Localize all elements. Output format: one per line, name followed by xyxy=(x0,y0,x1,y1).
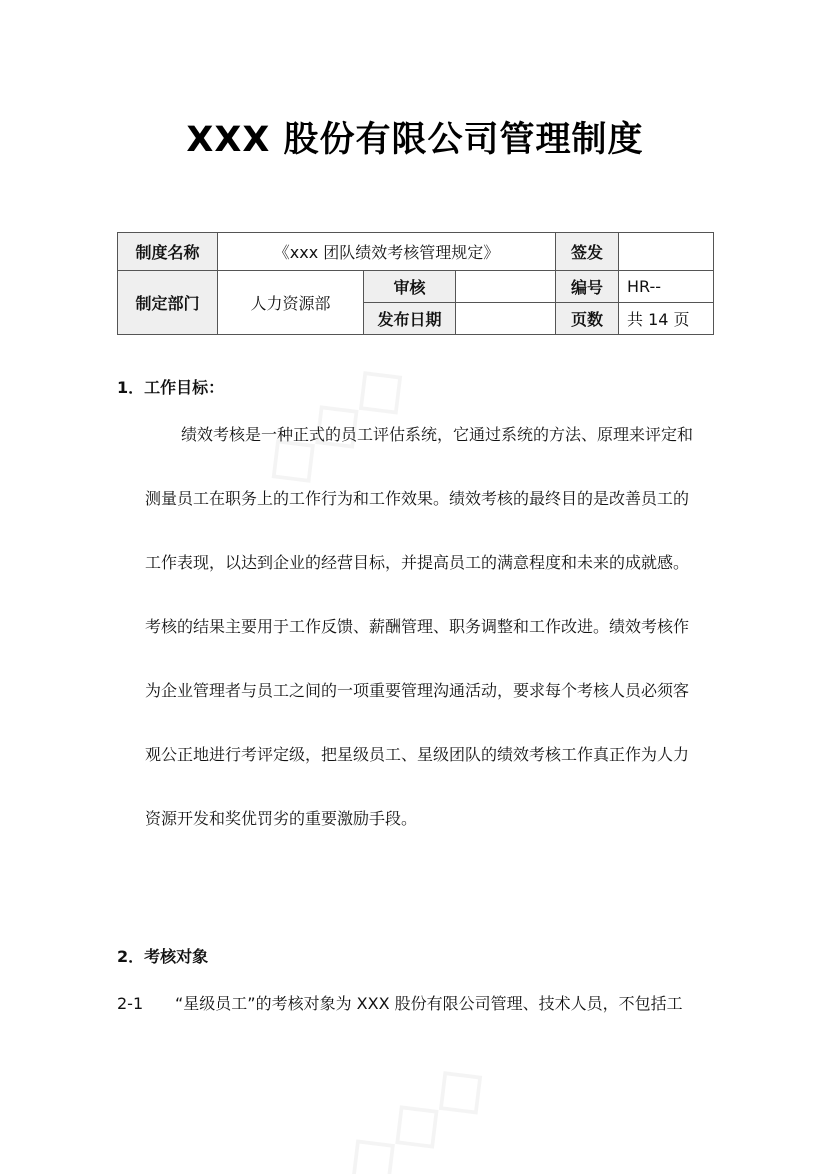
list-item xyxy=(117,991,727,1014)
section-1-heading: 1．工作目标： xyxy=(117,378,225,397)
number-value: HR-- xyxy=(619,271,714,303)
label-review: 审核 xyxy=(364,271,456,303)
item-text: “星级员工”的考核对象为 XXX 股份有限公司管理、技术人员，不包括工 xyxy=(175,994,683,1013)
label-issuer: 签发 xyxy=(556,233,619,271)
paragraph-line: 考核的结果主要用于工作反馈、薪酬管理、职务调整和工作改进。绩效考核作 xyxy=(145,617,690,636)
label-number: 编号 xyxy=(556,271,619,303)
issuer-value xyxy=(619,233,714,271)
paragraph-line: 为企业管理者与员工之间的一项重要管理沟通活动，要求每个考核人员必须客 xyxy=(145,681,690,700)
label-publish-date: 发布日期 xyxy=(364,303,456,335)
paragraph-line: 资源开发和奖优罚劣的重要激励手段。 xyxy=(145,809,418,828)
paragraph-line: 观公正地进行考评定级，把星级员工、星级团队的绩效考核工作真正作为人力 xyxy=(145,745,690,764)
table-row xyxy=(118,271,714,303)
label-department: 制定部门 xyxy=(118,271,218,335)
table-row xyxy=(118,233,714,271)
page-count-value: 共 14 页 xyxy=(619,303,714,335)
policy-name-value: 《xxx 团队绩效考核管理规定》 xyxy=(218,233,556,271)
publish-date-value xyxy=(456,303,556,335)
department-value: 人力资源部 xyxy=(218,271,364,335)
label-page-count: 页数 xyxy=(556,303,619,335)
section-1-paragraph xyxy=(145,426,720,874)
paragraph-line: 工作表现，以达到企业的经营目标，并提高员工的满意程度和未来的成就感。 xyxy=(145,553,690,572)
document-title: XXX 股份有限公司管理制度 xyxy=(186,120,644,160)
paragraph-line: 测量员工在职务上的工作行为和工作效果。绩效考核的最终目的是改善员工的 xyxy=(145,489,690,508)
paragraph-line: 绩效考核是一种正式的员工评估系统，它通过系统的方法、原理来评定和 xyxy=(181,425,694,444)
item-number: 2-1 xyxy=(117,994,144,1013)
document-info-table xyxy=(117,232,714,335)
review-value xyxy=(456,271,556,303)
label-policy-name: 制度名称 xyxy=(118,233,218,271)
watermark-graphic xyxy=(322,1038,505,1174)
section-2-heading: 2．考核对象 xyxy=(117,947,209,966)
